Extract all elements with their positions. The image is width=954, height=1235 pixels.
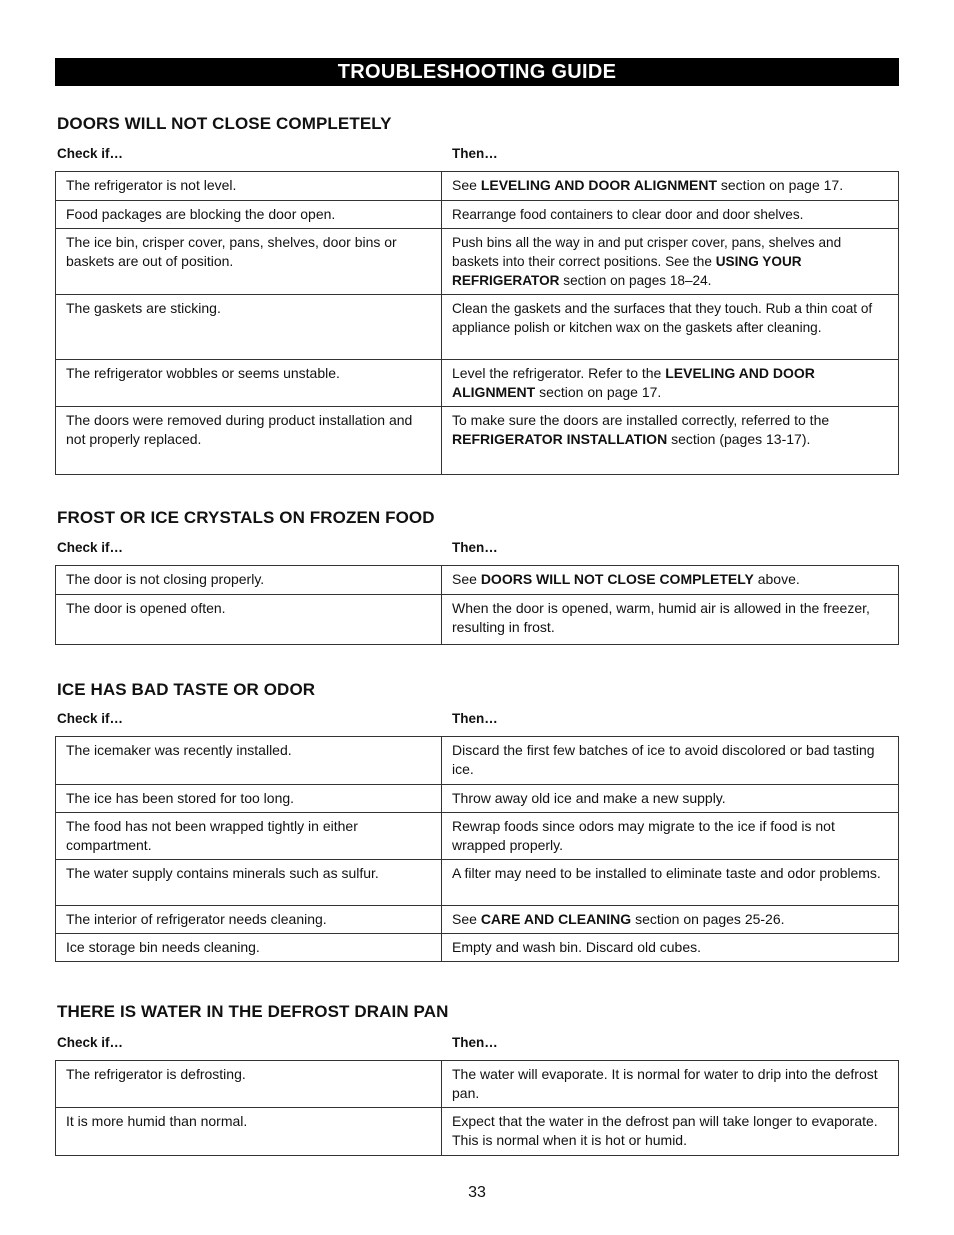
then-header: Then… <box>452 1035 498 1050</box>
check-cell: The water supply contains minerals such as sulfur. <box>56 860 442 906</box>
check-cell: The refrigerator is defrosting. <box>56 1061 442 1108</box>
then-cell: To make sure the doors are installed correctly, referred to the REFRIGERATOR INSTALLATION section (pages 13-17). <box>442 407 899 475</box>
column-headers <box>55 1035 899 1053</box>
then-cell: See LEVELING AND DOOR ALIGNMENT section on page 17. <box>442 172 899 201</box>
section-title: ICE HAS BAD TASTE OR ODOR <box>57 680 316 699</box>
column-headers <box>55 540 899 558</box>
check-if-header: Check if… <box>57 711 124 726</box>
check-cell: The doors were removed during product installation and not properly replaced. <box>56 407 442 475</box>
table-row <box>56 201 899 229</box>
then-cell: A filter may need to be installed to eliminate taste and odor problems. <box>442 860 899 906</box>
then-cell: The water will evaporate. It is normal for water to drip into the defrost pan. <box>442 1061 899 1108</box>
check-cell: The gaskets are sticking. <box>56 295 442 360</box>
bold-reference: DOORS WILL NOT CLOSE COMPLETELY <box>480 571 754 587</box>
check-cell: The food has not been wrapped tightly in either compartment. <box>56 813 442 860</box>
column-headers <box>55 711 899 729</box>
troubleshooting-table <box>55 171 899 475</box>
table-row <box>56 785 899 813</box>
then-cell: Discard the first few batches of ice to avoid discolored or bad tasting ice. <box>442 737 899 785</box>
then-header: Then… <box>452 540 498 555</box>
table-row <box>56 860 899 906</box>
then-cell: When the door is opened, warm, humid air is allowed in the freezer, resulting in frost. <box>442 595 899 645</box>
then-cell: Clean the gaskets and the surfaces that they touch. Rub a thin coat of appliance polish or kitchen wax on the gaskets after cleaning. <box>442 295 899 360</box>
section-defrost-pan <box>55 1002 899 1156</box>
table-row <box>56 906 899 934</box>
bold-reference: REFRIGERATOR INSTALLATION <box>452 431 668 447</box>
page-number: 33 <box>468 1184 486 1201</box>
table-row <box>56 566 899 595</box>
then-cell: See CARE AND CLEANING section on pages 25-26. <box>442 906 899 934</box>
page-banner-title: TROUBLESHOOTING GUIDE <box>55 58 899 86</box>
table-row <box>56 172 899 201</box>
table-row <box>56 934 899 962</box>
then-cell: Throw away old ice and make a new supply. <box>442 785 899 813</box>
table-row <box>56 595 899 645</box>
bold-reference: LEVELING AND DOOR ALIGNMENT <box>452 365 815 400</box>
bold-reference: USING YOUR REFRIGERATOR <box>452 254 802 288</box>
bold-reference: LEVELING AND DOOR ALIGNMENT <box>480 177 717 193</box>
check-cell: The icemaker was recently installed. <box>56 737 442 785</box>
check-cell: The door is opened often. <box>56 595 442 645</box>
check-cell: It is more humid than normal. <box>56 1108 442 1156</box>
check-cell: The ice bin, crisper cover, pans, shelves, door bins or baskets are out of position. <box>56 229 442 295</box>
table-row <box>56 1061 899 1108</box>
check-cell: Ice storage bin needs cleaning. <box>56 934 442 962</box>
table-row <box>56 295 899 360</box>
check-cell: The door is not closing properly. <box>56 566 442 595</box>
then-cell: See DOORS WILL NOT CLOSE COMPLETELY above. <box>442 566 899 595</box>
check-cell: The refrigerator wobbles or seems unstable. <box>56 360 442 407</box>
then-cell: Rewrap foods since odors may migrate to the ice if food is not wrapped properly. <box>442 813 899 860</box>
then-header: Then… <box>452 711 498 726</box>
then-header: Then… <box>452 146 498 161</box>
then-cell: Expect that the water in the defrost pan will take longer to evaporate. This is normal when it is hot or humid. <box>442 1108 899 1156</box>
section-title: FROST OR ICE CRYSTALS ON FROZEN FOOD <box>57 508 435 527</box>
then-cell: Empty and wash bin. Discard old cubes. <box>442 934 899 962</box>
check-if-header: Check if… <box>57 1035 124 1050</box>
table-row <box>56 737 899 785</box>
section-frost <box>55 508 899 645</box>
column-headers <box>55 146 899 164</box>
table-row <box>56 229 899 295</box>
check-if-header: Check if… <box>57 540 124 555</box>
table-row <box>56 1108 899 1156</box>
table-row <box>56 360 899 407</box>
check-cell: Food packages are blocking the door open. <box>56 201 442 229</box>
section-doors <box>55 114 899 475</box>
then-cell: Level the refrigerator. Refer to the LEVELING AND DOOR ALIGNMENT section on page 17. <box>442 360 899 407</box>
check-cell: The ice has been stored for too long. <box>56 785 442 813</box>
then-cell: Rearrange food containers to clear door and door shelves. <box>442 201 899 229</box>
table-row <box>56 407 899 475</box>
troubleshooting-table <box>55 565 899 645</box>
then-cell: Push bins all the way in and put crisper cover, pans, shelves and baskets into their correct positions. See the USING YOUR REFRIGERATOR section on pages 18–24. <box>442 229 899 295</box>
check-cell: The interior of refrigerator needs cleaning. <box>56 906 442 934</box>
section-title: DOORS WILL NOT CLOSE COMPLETELY <box>57 114 392 133</box>
section-title: THERE IS WATER IN THE DEFROST DRAIN PAN <box>57 1002 449 1021</box>
section-ice-taste <box>55 680 899 962</box>
troubleshooting-table <box>55 736 899 962</box>
check-cell: The refrigerator is not level. <box>56 172 442 201</box>
troubleshooting-table <box>55 1060 899 1156</box>
bold-reference: CARE AND CLEANING <box>480 911 632 927</box>
table-row <box>56 813 899 860</box>
check-if-header: Check if… <box>57 146 124 161</box>
